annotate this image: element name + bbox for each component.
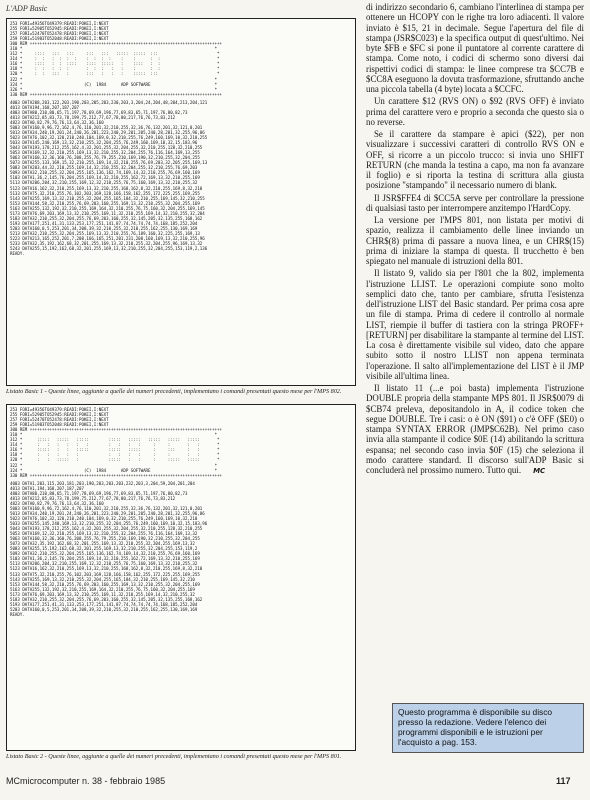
data-line: 5203 DATA160,0,5,253,201,34,208,39,32,210,255,32,210,255,162,255,130,169,169 <box>10 225 198 231</box>
banner-line: 310 * * <box>10 432 218 438</box>
banner-line: 312 * :::: ::: ::: ::: ::: ::::: ::::: ::: * <box>10 51 220 57</box>
listing-1-caption: Listato Basic 1 - Queste linee, aggiunte a quelle dei numeri precedenti, implementano i comandi presentati questo mese per l'MPS 802. <box>6 388 342 395</box>
banner-line: 318 * : : : : : : : : : : : : : * <box>10 66 220 72</box>
page-number: 117 <box>556 776 571 786</box>
data-line: 4013 DATA194,168,207,187,207 <box>10 104 80 110</box>
data-line: 5103 DATA1,36,2,145,76,204,255,169,14,32,210,255,162,72,169,13,32,210,255,169 <box>10 175 200 181</box>
data-line: 5073 DATA32,35,192,162,68,32,201,255,169,13,32,210,255,32,204,255,169,13,32 <box>10 541 195 547</box>
data-line: 5043 DATA193,178,212,255,162,4,32,201,255,32,204,255,32,210,255,128,32,210,255 <box>10 145 203 151</box>
data-line: 4803 DATA80,210,80,65,71,197,78,69,69,196,77,69,83,65,71,197,76,80,82,73 <box>10 109 188 115</box>
data-line: 5193 DATA177,251,41,31,133,253,177,251,141,87,74,74,74,74,74,168,185,252,204 <box>10 601 198 607</box>
author-signature: MC <box>533 467 546 475</box>
banner-line: 322 * * <box>10 462 218 468</box>
banner-line: 314 * : : : : : : : : : : : : : : * <box>10 442 220 448</box>
data-line: 5013 DATA34,240,19,201,24,240,26,201,223,240,29,201,205,240,28,201,32,255,96,86 <box>10 510 205 516</box>
data-line: 5123 DATA16,162,32,210,255,169,13,32,210,255,168,162,8,32,210,255,169,8,32,210 <box>10 185 203 191</box>
data-line: 5063 DATA160,32,36,160,76,208,255,76,79,255,210,169,190,32,210,255,32,204,255 <box>10 155 200 161</box>
data-line: 5133 DATA75,32,210,255,76,102,203,169,128,166,158,162,255,172,225,255,169,255 <box>10 571 200 577</box>
code-line: 253 FORI=49356TO49379:READI:POKEI,I:NEXT <box>10 407 109 412</box>
article-paragraph: di indirizzo secondario 6, cambiano l'interlinea di stampa per ottenere un HCOPY con le righe tra loro adiacenti. Il valore inviato è $15, 21 in decimale. Segue l'apertura del file di stampa (JSR$C023) e la specifica output di quest'ultimo. Nei byte $FB e $FC si pone il puntatore al corrente carattere di stampa. Come noto, i codici di schermo sono diversi dai rispettivi codici di stampa: le linee comprese tra $CC7B e $CC8A eseguono la dovuta trasformazione, sfruttando anche una piccola tabella (4 byte) locata a $CCFC. <box>366 2 584 94</box>
data-line: 5133 DATA75,32,210,255,76,102,203,169,128,166,158,162,255,172,225,255,169,255 <box>10 190 200 196</box>
data-line: 5083 DATA203,44,32,210,255,169,14,32,210,255,32,204,255,32,210,255,76,69,203 <box>10 165 198 171</box>
ready-prompt: READY. <box>10 611 25 617</box>
data-line: 5063 DATA160,32,36,160,76,208,255,76,79,255,210,169,190,32,210,255,32,204,255 <box>10 536 200 542</box>
code-line: 255 FORI=52905TO52945:READI:POKEI,I:NEXT <box>10 26 109 32</box>
article-paragraph: Un carattere $12 (RVS ON) o $92 (RVS OFF) è inviato prima del carattere vero e proprio a seconda che questo sia o no reverse. <box>366 96 584 127</box>
data-line: 5173 DATA76,69,203,169,13,32,210,255,169,11,32,210,255,169,14,32,210,255,32 <box>10 591 195 597</box>
article-paragraph: Il listato 9, valido sia per l'801 che la 802, implementa l'istruzione LLIST. Le operazioni compiute sono molto semplici dato che, tanto per cambiare, sfrutta l'esistenza dell'istruzione LIST del Basic standard. Per prima cosa apre un file di stampa. Prima di cedere il controllo al normale LIST, riempie il buffer di tastiera con la stringa PROFF+[RETURN] per disabilitare la stampante al termine del LIST. La cosa è direttamente visibile sul video, dato che appare subito sotto il nostro LLIST non appena terminata l'operazione. Il salto all'implementazione del LIST è il JMP visibile all'ultima linea. <box>366 268 584 381</box>
data-line: 4003 DATA1,203,115,203,181,203,190,203,203,203,232,203,3,204,59,204,201,204 <box>10 480 195 486</box>
banner-line: 320 * : : ::: : ::: : : : ::::: ::: * <box>10 71 220 77</box>
data-line: 5143 DATA255,169,13,32,210,255,32,204,255,165,184,32,210,255,169,145,32,210,255 <box>10 195 205 201</box>
banner-line: 320 * : : ::::: : ::::: : : : ::::: ::::: * <box>10 457 220 463</box>
data-line: 5203 DATA160,0,5,253,201,34,208,39,32,210,255,32,210,255,162,255,130,169,169 <box>10 606 198 612</box>
data-line: 5153 DATA144,58,32,210,255,76,69,203,160,255,169,13,32,210,255,32,204,255,169 <box>10 200 200 206</box>
data-line: 5013 DATA34,240,19,201,24,240,26,201,223,240,29,201,205,240,28,201,32,255,96,86 <box>10 129 205 135</box>
article-paragraph: Il listato 11 (...e poi basta) implementa l'istruzione DOUBLE propria della stampante MPS 801. Il JSR$0079 di $CB74 preleva, depositandolo in A, il codice token che segue DOUBLE. Tre i casi: o è ON ($91) o c'è OFF ($E0) o stampa SYNTAX ERROR (JMP$C62B). Nel primo caso invia alla stampante il codice $0E (14) abilitando la scrittura espansa; nel secondo caso invia $0F (15) che seleziona il modo carattere standard. Il discorso sull'ADP Basic si concluderà nel prossimo numero. Tutto qui. MC <box>366 383 584 475</box>
data-line: 4803 DATA80,210,80,65,71,197,78,69,69,196,77,69,83,65,71,197,76,80,82,73 <box>10 490 188 496</box>
banner-line: 326 * * <box>10 86 218 92</box>
data-line: 5113 DATA206,204,32,210,255,169,12,32,210,255,76,75,160,169,13,32,210,255,32 <box>10 180 198 186</box>
banner-line: 324 * (C) 1984 ADP SOFTWARE * <box>10 81 218 87</box>
data-line: 5113 DATA206,204,32,210,255,169,12,32,210,255,76,75,160,169,13,32,210,255,32 <box>10 561 198 567</box>
data-line: 5163 DATA255,132,192,32,210,255,169,164,32,210,255,76,75,160,32,204,255,169 <box>10 586 195 592</box>
availability-box: Questo programma è disponibile su disco presso la redazione. Vedere l'elenco dei programmi disponibili e le istruzioni per l'acquisto a pag. 153. <box>392 703 584 753</box>
data-line: 5073 DATA255,133,169,15,32,210,255,169,14,32,210,255,76,69,203,32,205,255,169,13 <box>10 160 208 166</box>
data-line: 4813 DATA212,85,83,73,78,199,75,212,77,67,78,80,217,76,76,73,83,212 <box>10 114 176 120</box>
data-line: 4823 DATA0,82,79,76,76,13,64,32,36,160 <box>10 500 104 506</box>
data-line: 5103 DATA1,36,2,145,76,204,255,169,14,32,210,255,162,72,169,13,32,210,255,169 <box>10 556 200 562</box>
code-line: 330 REM ++++++++++++++++++++++++++++++++++++++++++++++++++++++++++++++++++++++++++++++ <box>10 91 222 97</box>
data-line: 5033 DATA145,240,169,13,32,210,255,32,204,255,76,249,160,169,10,32,15,183,96 <box>10 140 198 146</box>
data-line: 5003 DATA160,9,96,72,162,4,76,110,201,32,210,255,32,36,76,132,201,32,121,0,201 <box>10 505 203 511</box>
basic-listing-2 <box>6 404 356 751</box>
data-line: 5223 DATA213,165,252,201,7,208,166,165,251,201,231,208,160,169,13,32,210,255,96 <box>10 235 205 241</box>
code-line: 259 FORI=51983TO52048:READI:POKEI,I:NEXT <box>10 36 109 42</box>
data-line: 5123 DATA16,162,32,210,255,169,13,32,210,255,168,162,8,32,210,255,169,8,32,210 <box>10 566 203 572</box>
banner-line: 322 * * <box>10 76 218 82</box>
banner-line: 316 * :::: : : :::: :::: ::::: : :::: : : * <box>10 61 220 67</box>
data-line: 5033 DATA255,145,240,169,13,32,210,255,32,204,255,76,249,160,169,10,32,15,183,96 <box>10 521 208 527</box>
data-line: 5183 DATA32,210,255,32,204,255,76,69,203,160,255,32,145,205,32,135,255,168,162 <box>10 215 203 221</box>
data-line: 4813 DATA212,85,83,73,78,199,75,212,77,67,78,80,217,76,76,73,83,212 <box>10 495 176 501</box>
data-line: 5213 DATA32,210,255,32,204,255,169,13,32,210,255,76,189,160,32,225,255,169,13 <box>10 230 200 236</box>
article-body <box>366 2 584 478</box>
data-line: 5093 DATA32,210,255,32,204,255,165,136,162,74,169,14,32,210,255,76,69,160,169 <box>10 170 200 176</box>
code-line: 330 REM ++++++++++++++++++++++++++++++++++++++++++++++++++++++++++++++++++++++++++++++ <box>10 472 222 478</box>
data-line: 5083 DATA255,15,192,162,68,32,201,255,169,13,32,210,255,32,204,255,153,119,2 <box>10 546 198 552</box>
banner-line: 316 * ::::: : : ::::: ::::: ::::: : ::: : : * <box>10 447 220 453</box>
basic-listing-1 <box>6 18 356 386</box>
code-line: 257 FORI=52470TO52478:READI:POKEI,I:NEXT <box>10 31 109 37</box>
running-header: L'ADP Basic <box>6 4 48 13</box>
data-line: 5233 DATA32,35,192,162,68,32,201,255,169,13,32,210,255,32,204,255,96,169,13,32 <box>10 241 203 247</box>
data-line: 5173 DATA76,69,203,169,13,32,210,255,169,11,32,210,255,169,14,32,210,255,32,204 <box>10 210 205 216</box>
code-line: 300 REM ++++++++++++++++++++++++++++++++++++++++++++++++++++++++++++++++++++++++++++++ <box>10 41 222 47</box>
data-line: 5143 DATA255,169,13,32,210,255,32,204,255,165,184,32,210,255,169,145,32,210 <box>10 576 195 582</box>
code-line: 255 FORI=52905TO52945:READI:POKEI,I:NEXT <box>10 412 109 418</box>
code-line: 253 FORI=49356TO49379:READI:POKEI,I:NEXT <box>10 21 109 26</box>
article-paragraph: Se il carattere da stampare è apici ($22), per non visualizzare i successivi caratteri di controllo RVS ON e OFF, si ricorre a un piccolo trucco: si invia uno SHIFT RETURN (che manda la testina a capo, ma non fa avanzare il foglio) e si riporta la testina di scrittura alla giusta posizione "stampando" il necessario numero di blank. <box>366 129 584 191</box>
ready-prompt: READY. <box>10 251 25 257</box>
data-line: 4823 DATA0,82,79,76,76,13,64,32,36,160 <box>10 119 104 125</box>
data-line: 5193 DATA177,251,41,31,133,253,177,251,141,87,74,74,74,74,74,168,185,252,204 <box>10 220 198 226</box>
data-line: 4003 DATA208,203,122,203,190,203,205,203,230,203,3,204,24,204,48,204,213,204,121 <box>10 99 208 105</box>
code-line: 257 FORI=52470TO52478:READI:POKEI,I:NEXT <box>10 417 109 423</box>
data-line: 5243 DATA255,15,192,162,68,32,201,255,169,13,32,210,255,32,204,255,153,119,2,136 <box>10 246 208 252</box>
footer-issue: MCmicrocomputer n. 38 - febbraio 1985 <box>6 776 166 786</box>
data-line: 4013 DATA1,194,168,207,187,207 <box>10 485 84 491</box>
code-line: 259 FORI=51983TO52048:READI:POKEI,I:NEXT <box>10 422 109 428</box>
data-line: 5183 DATA32,210,255,32,204,255,76,69,203,160,255,32,145,205,32,135,255,168,162 <box>10 596 203 602</box>
data-line: 5053 DATA169,12,32,210,255,169,13,32,210,255,32,204,255,76,116,164,169,13,255 <box>10 150 200 156</box>
article-paragraph: La versione per l'MPS 801, non listata per motivi di spazio, realizza il cambiamento delle linee inviando un CHR$(8) prima di passare a nuova linea, e un CHR$(15) prima di iniziare la stampa di questa. Il trucchetto è ben spiegato nel manuale di istruzioni della 801. <box>366 215 584 266</box>
data-line: 5053 DATA169,12,32,210,255,169,13,32,210,255,32,204,255,76,116,164,169,13,32 <box>10 531 198 537</box>
listing-2-caption: Listato Basic 2 - Queste linee, aggiunte a quelle dei numeri precedenti, implementano i comandi presentati questo mese per l'MPS 801. <box>6 753 342 760</box>
banner-line: 314 * : : : : : : : : : : : : : : * <box>10 56 220 62</box>
data-line: 5003 DATA160,9,96,72,162,4,76,110,201,32,210,255,32,36,76,132,201,32,121,0,201 <box>10 124 203 130</box>
code-line: 300 REM ++++++++++++++++++++++++++++++++++++++++++++++++++++++++++++++++++++++++++++++ <box>10 427 222 433</box>
data-line: 5023 DATA76,102,32,120,210,240,104,169,0,32,210,255,76,249,160,169,10,32,210,255 <box>10 135 208 141</box>
data-line: 5093 DATA32,210,255,32,204,255,165,136,162,74,169,14,32,210,255,76,69,160,169 <box>10 551 200 557</box>
article-paragraph: Il JSR$FFE4 di $CC5A serve per controllare la pressione di qualsiasi tasto per interrompere anzitempo l'HardCopy. <box>366 192 584 213</box>
banner-line: 310 * * <box>10 46 218 52</box>
data-line: 5043 DATA193,178,212,255,162,4,32,201,255,32,204,255,32,210,255,128,32,210,255 <box>10 526 203 532</box>
banner-line: 318 * : : : : : : : : : : : : : * <box>10 452 220 458</box>
data-line: 5023 DATA76,102,32,120,210,240,104,169,0,32,210,255,76,249,160,169,10,32,210 <box>10 515 198 521</box>
banner-line: 312 * ::::: ::::: ::::: ::::: ::::: ::::: ::::: ::::: * <box>10 437 220 443</box>
data-line: 5153 DATA144,58,32,210,255,76,69,203,160,255,169,13,32,210,255,32,204,255,169 <box>10 581 200 587</box>
data-line: 5163 DATA255,132,192,32,210,255,169,164,32,210,255,76,75,160,32,204,255,169,145 <box>10 205 205 211</box>
banner-line: 324 * (C) 1984 ADP SOFTWARE * <box>10 467 218 473</box>
